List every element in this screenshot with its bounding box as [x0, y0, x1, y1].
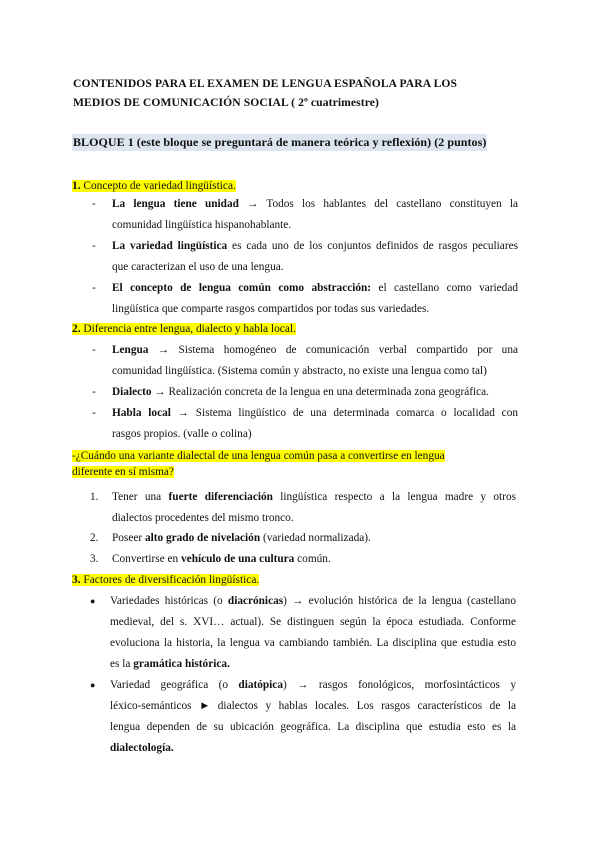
document-title — [73, 74, 543, 112]
list-number: 2. — [90, 532, 99, 544]
item-text: (variedad normalizada). — [260, 532, 371, 544]
term: Dialecto — [112, 386, 152, 398]
list-marker: - — [92, 282, 96, 294]
item-text-cont: lengua dependen de su ubicación geográfica. La disciplina que estudia esto es la — [110, 721, 516, 733]
item-text: Tener una — [112, 491, 169, 503]
item-text-cont: dialectos procedentes del mismo tronco. — [112, 512, 294, 524]
definition-cont: que caracterizan el uso de una lengua. — [112, 261, 284, 273]
section-2-heading — [72, 322, 296, 337]
section-3-title: Factores de diversificación lingüística. — [80, 574, 260, 586]
bullet-icon: ● — [90, 680, 96, 690]
title-line-2: MEDIOS DE COMUNICACIÓN SOCIAL ( 2º cuatrimestre) — [73, 96, 379, 109]
list-number: 1. — [90, 491, 99, 503]
list-marker: - — [92, 240, 96, 252]
section-1-title: Concepto de variedad lingüística. — [80, 180, 236, 192]
item-bold: gramática histórica. — [133, 658, 230, 670]
item-bold: fuerte diferenciación — [168, 491, 273, 503]
item-bold: diacrónicas — [227, 595, 284, 607]
item-bold: vehículo de una cultura — [181, 553, 295, 565]
definition: el castellano como variedad — [371, 282, 518, 294]
item-text: común. — [294, 553, 331, 565]
term: La lengua tiene unidad — [112, 198, 239, 210]
definition-cont: comunidad lingüística hispanohablante. — [112, 219, 292, 231]
term: El concepto de lengua común como abstracción: — [112, 282, 372, 294]
section-2-number: 2. — [72, 323, 81, 335]
item-text: ) → evolución histórica de la lengua (castellano — [283, 595, 516, 607]
item-text: Poseer — [112, 532, 145, 544]
item-text-cont: medieval, del s. XVI… actual). Se distinguen según la época estudiada. Conforme — [110, 616, 516, 628]
definition: → Sistema lingüístico de una determinada comarca o localidad con — [170, 407, 518, 419]
section-3-heading — [72, 573, 259, 588]
question-line-1: -¿Cuándo una variante dialectal de una lengua común pasa a convertirse en lengua — [72, 450, 445, 462]
term: La variedad lingüística — [112, 240, 228, 252]
definition: → Realización concreta de la lengua en una determinada zona geográfica. — [151, 386, 490, 398]
definition: es cada uno de los conjuntos definidos de rasgos peculiares — [227, 240, 518, 252]
section-2-title: Diferencia entre lengua, dialecto y habla local. — [80, 323, 296, 335]
definition: → Todos los hablantes del castellano constituyen la — [238, 198, 519, 210]
item-text: ) → rasgos fonológicos, morfosintácticos y — [282, 679, 516, 691]
section-1-number: 1. — [72, 180, 81, 192]
term: Lengua — [112, 344, 149, 356]
item-text: Variedad geográfica (o — [110, 679, 239, 691]
bloque-heading: BLOQUE 1 (este bloque se preguntará de manera teórica y reflexión) (2 puntos) — [73, 135, 487, 149]
term: Habla local — [112, 407, 171, 419]
list-marker: - — [92, 386, 96, 398]
section-1-heading — [72, 179, 236, 194]
item-bold: alto grado de nivelación — [144, 532, 261, 544]
definition-cont: rasgos propios. (valle o colina) — [112, 428, 252, 440]
item-text: es la — [110, 658, 134, 670]
item-text: lingüística respecto a la lengua madre y otros — [272, 491, 516, 503]
list-marker: - — [92, 407, 96, 419]
definition: → Sistema homogéneo de comunicación verbal compartido por una — [148, 344, 518, 356]
item-text-cont: léxico-semánticos ► dialectos y hablas locales. Los rasgos característicos de la — [110, 700, 516, 712]
item-bold: dialectología. — [110, 742, 174, 754]
bullet-icon: ● — [90, 596, 96, 606]
section-3-number: 3. — [72, 574, 81, 586]
title-line-1: CONTENIDOS PARA EL EXAMEN DE LENGUA ESPAÑOLA PARA LOS — [73, 77, 458, 90]
question-line-2: diferente en sí misma? — [72, 466, 174, 478]
item-text: Variedades históricas (o — [110, 595, 228, 607]
definition-cont: lingüística que comparte rasgos compartidos por todas sus variedades. — [112, 303, 430, 315]
list-marker: - — [92, 198, 96, 210]
item-text-cont: evoluciona la historia, la lengua va cambiando también. La disciplina que estudia esto — [110, 637, 516, 649]
item-text: Convertirse en — [112, 553, 182, 565]
list-marker: - — [92, 344, 96, 356]
item-bold: diatópica — [238, 679, 283, 691]
question — [72, 448, 445, 480]
definition-cont: comunidad lingüística. (Sistema común y abstracto, no existe una lengua como tal) — [112, 365, 487, 377]
list-number: 3. — [90, 553, 99, 565]
